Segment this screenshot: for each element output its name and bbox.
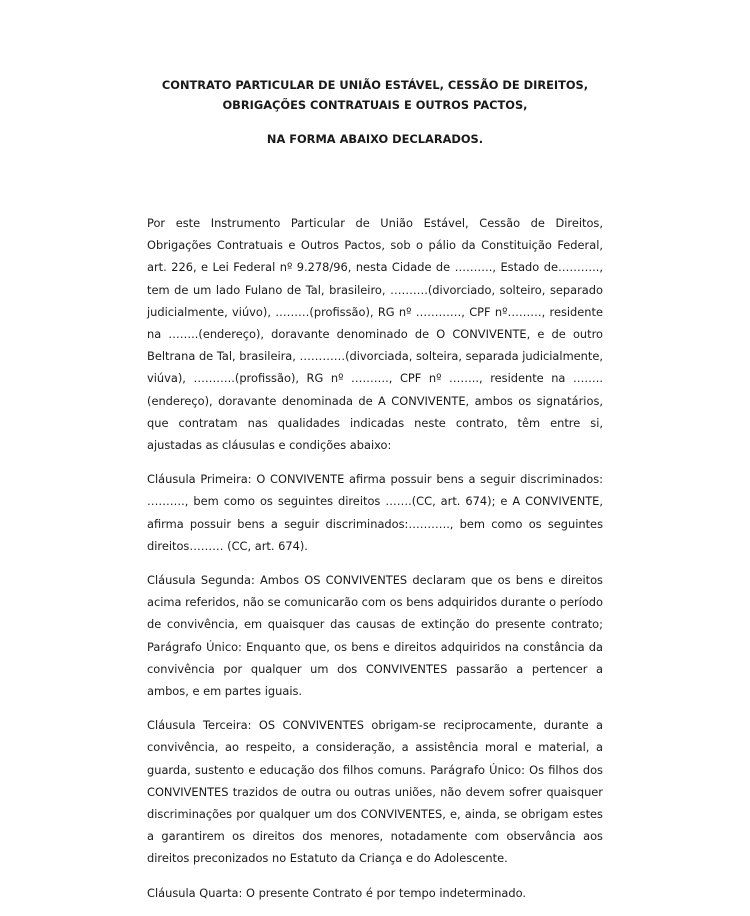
paragraph-clausula-quarta: Cláusula Quarta: O presente Contrato é por tempo indeterminado. xyxy=(147,885,527,900)
document-body xyxy=(147,212,603,916)
title-subline: NA FORMA ABAIXO DECLARADOS. xyxy=(266,132,484,146)
paragraph-preamble: Por este Instrumento Particular de União Estável, Cessão de Direitos, Obrigações Contratuais e Outros Pactos, sob o pálio da Constituição Federal, art. 226, e Lei Federal nº 9.278/96, nesta Cidade de ………., Estado de……….., tem de um lado Fulano de Tal, brasileiro, ……….(divorciado, solteiro, separado judicialmente, viúvo), ………(profissão), RG nº …………, CPF nº………, residente na ……..(endereço), doravante denominado de O CONVIVENTE, e de outro Beltrana de Tal, brasileira, …………(divorciada, solteira, separada judicialmente, viúva), ………..(profissão), RG nº ………., CPF nº …….., residente na ……..(endereço), doravante denominada de A CONVIVENTE, ambos os signatários, que contratam nas qualidades indicadas neste contrato, têm entre si, ajustadas as cláusulas e condições abaixo: xyxy=(147,216,603,453)
paragraph-clausula-primeira: Cláusula Primeira: O CONVIVENTE afirma possuir bens a seguir discriminados: ………., bem como os seguintes direitos …….(CC, art. 674); e A CONVIVENTE, afirma possuir bens a seguir discriminados:……….., bem como os seguintes direitos……… (CC, art. 674). xyxy=(147,472,603,553)
title-line-1: CONTRATO PARTICULAR DE UNIÃO ESTÁVEL, CESSÃO DE DIREITOS, xyxy=(161,78,589,92)
paragraph-clausula-segunda: Cláusula Segunda: Ambos OS CONVIVENTES declaram que os bens e direitos acima referidos, não se comunicarão com os bens adquiridos durante o período de convivência, em quaisquer das causas de extinção do presente contrato; Parágrafo Único: Enquanto que, os bens e direitos adquiridos na constância da convivência por qualquer um dos CONVIVENTES passarão a pertencer a ambos, e em partes iguais. xyxy=(147,573,603,699)
document-title xyxy=(100,75,650,149)
title-line-2: OBRIGAÇÕES CONTRATUAIS E OUTROS PACTOS, xyxy=(222,98,528,112)
paragraph-clausula-terceira: Cláusula Terceira: OS CONVIVENTES obrigam-se reciprocamente, durante a convivência, ao respeito, a consideração, a assistência moral e material, a guarda, sustento e educação dos filhos comuns. Parágrafo Único: Os filhos dos CONVIVENTES trazidos de outra ou outras uniões, não devem sofrer quaisquer discriminações por qualquer um dos CONVIVENTES, e, ainda, se obrigam estes a garantirem os direitos dos menores, notadamente com observância aos direitos preconizados no Estatuto da Criança e do Adolescente. xyxy=(147,718,603,866)
